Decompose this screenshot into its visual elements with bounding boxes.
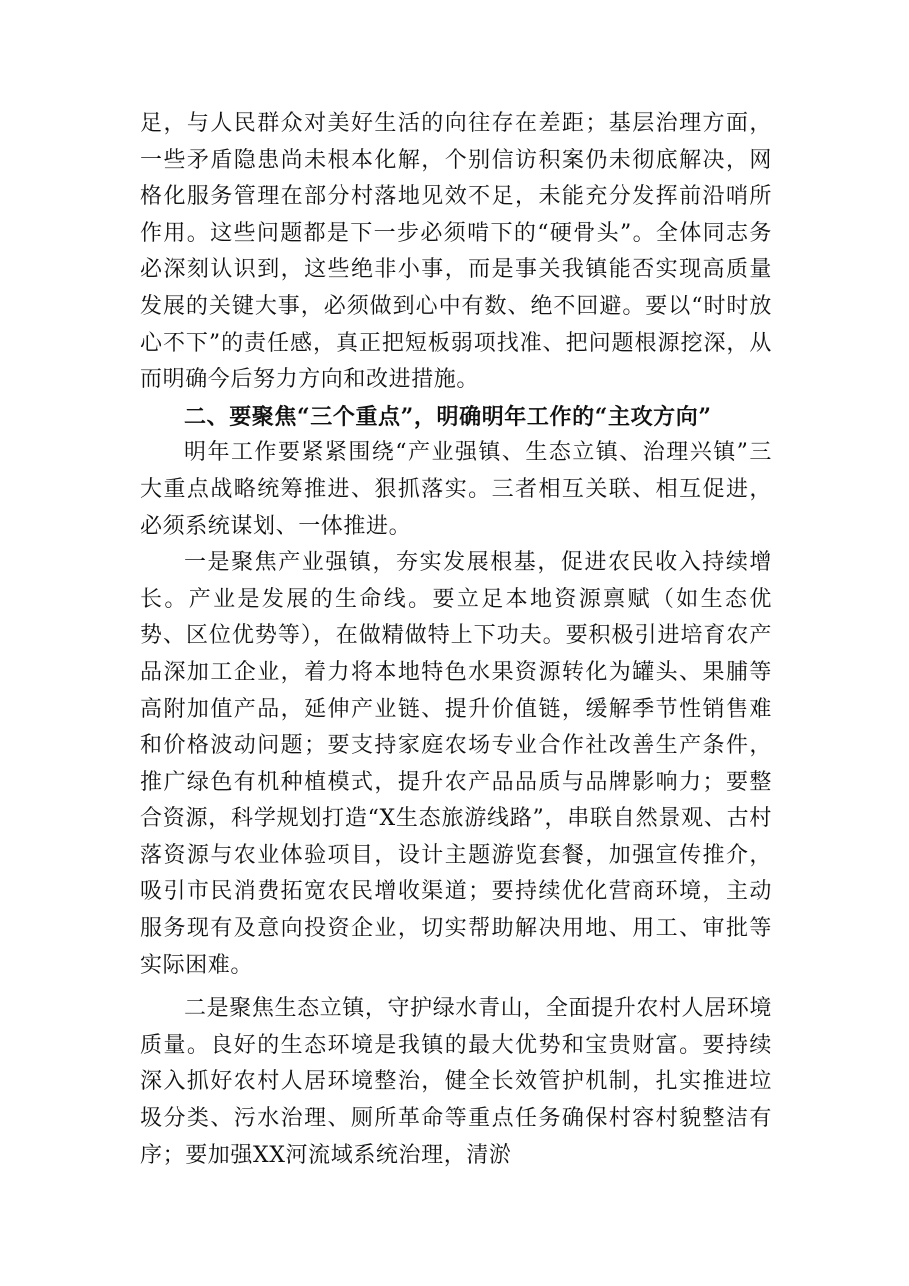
- paragraph-industry: 一是聚焦产业强镇，夯实发展根基，促进农民收入持续增长。产业是发展的生命线。要立足本地资源禀赋（如生态优势、区位优势等），在做精做特上下功夫。要积极引进培育农产品深加工企业，着力将本地特色水果资源转化为罐头、果脯等高附加值产品，延伸产业链、提升价值链，缓解季节性销售难和价格波动问题；要支持家庭农场专业合作社改善生产条件，推广绿色有机种植模式，提升农产品品质与品牌影响力；要整合资源，科学规划打造“X生态旅游线路”，串联自然景观、古村落资源与农业体验项目，设计主题游览套餐，加强宣传推介，吸引市民消费拓宽农民增收渠道；要持续优化营商环境，主动服务现有及意向投资企业，切实帮助解决用地、用工、审批等实际困难。: [140, 550, 772, 978]
- section-heading: 二、要聚焦“三个重点”，明确明年工作的“主攻方向”: [184, 403, 712, 430]
- paragraph-ecology: 二是聚焦生态立镇，守护绿水青山，全面提升农村人居环境质量。良好的生态环境是我镇的最大优势和宝贵财富。要持续深入抓好农村人居环境整治，健全长效管护机制，扎实推进垃圾分类、污水治理、厕所革命等重点任务确保村容村貌整洁有序；要加强XX河流域系统治理，清淤: [140, 996, 772, 1168]
- document-body: [140, 106, 772, 1174]
- paragraph-intro: 明年工作要紧紧围绕“产业强镇、生态立镇、治理兴镇”三大重点战略统筹推进、狠抓落实。三者相互关联、相互促进，必须系统谋划、一体推进。: [140, 440, 772, 539]
- paragraph-continuation: 足，与人民群众对美好生活的向往存在差距；基层治理方面，一些矛盾隐患尚未根本化解，个别信访积案仍未彻底解决，网格化服务管理在部分村落地见效不足，未能充分发挥前沿哨所作用。这些问题都是下一步必须啃下的“硬骨头”。全体同志务必深刻认识到，这些绝非小事，而是事关我镇能否实现高质量发展的关键大事，必须做到心中有数、绝不回避。要以“时时放心不下”的责任感，真正把短板弱项找准、把问题根源挖深，从而明确今后努力方向和改进措施。: [140, 111, 772, 393]
